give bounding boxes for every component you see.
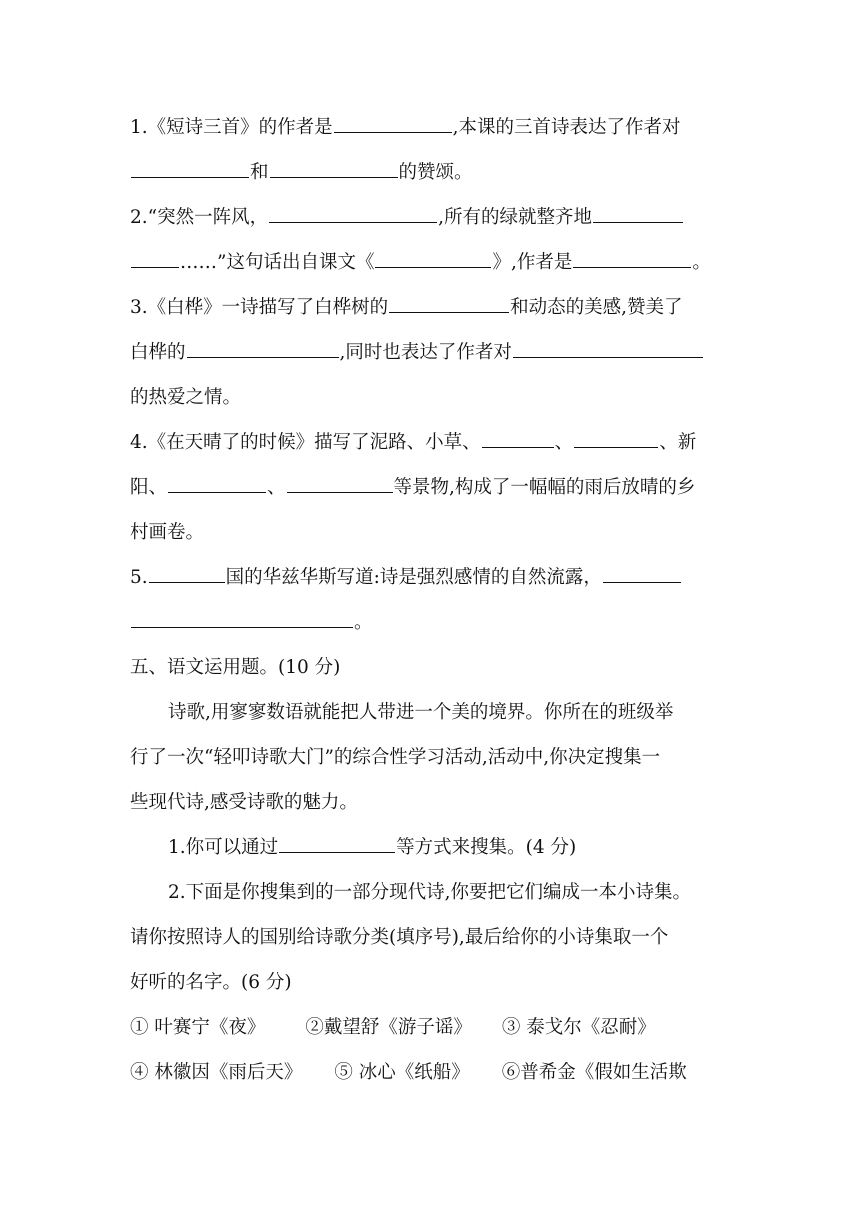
answer-blank[interactable] (482, 428, 554, 448)
poem-item: ① 叶赛宁《夜》 (130, 1017, 266, 1038)
poem-list-row-2 (130, 1058, 860, 1088)
question-1-line-1 (130, 113, 860, 143)
question-4-text: 、新 (659, 432, 697, 453)
question-3-text: 和动态的美感,赞美了 (510, 297, 683, 318)
subquestion-1-text: 等方式来搜集。(4 分) (396, 837, 577, 858)
answer-blank[interactable] (603, 563, 681, 583)
question-2-line-2 (130, 248, 860, 278)
subquestion-1-text: 1.你可以通过 (168, 837, 279, 858)
question-5-number: 5. (130, 567, 148, 588)
question-3-number: 3. (130, 297, 148, 318)
answer-blank[interactable] (131, 608, 353, 628)
answer-blank[interactable] (269, 203, 437, 223)
poem-item: ④ 林徽因《雨后天》 (130, 1062, 303, 1083)
answer-blank[interactable] (389, 293, 509, 313)
answer-blank[interactable] (131, 248, 179, 268)
question-4-text: 、 (267, 477, 286, 498)
poem-item: ③ 泰戈尔《忍耐》 (501, 1017, 656, 1038)
question-4-text: 村画卷。 (130, 522, 205, 543)
intro-paragraph-line: 些现代诗,感受诗歌的魅力。 (130, 792, 358, 813)
answer-blank[interactable] (574, 428, 658, 448)
question-1-text: ,本课的三首诗表达了作者对 (452, 117, 681, 138)
question-2-text: “突然一阵风， (147, 207, 269, 228)
answer-blank[interactable] (149, 563, 225, 583)
poem-item: ⑤ 冰心《纸船》 (334, 1062, 470, 1083)
answer-blank[interactable] (287, 473, 393, 493)
poem-item: ⑥普希金《假如生活欺 (501, 1062, 687, 1083)
question-3-line-2 (130, 338, 860, 368)
subquestion-1 (168, 833, 860, 863)
intro-paragraph-line: 行了一次“轻叩诗歌大门”的综合性学习活动,活动中,你决定搜集一 (130, 747, 661, 768)
question-3-line-1 (130, 293, 860, 323)
question-3-line-3 (130, 383, 860, 413)
question-4-line-2 (130, 473, 860, 503)
question-3-text: 的热爱之情。 (130, 387, 242, 408)
answer-blank[interactable] (131, 158, 249, 178)
subquestion-2-line: 请你按照诗人的国别给诗歌分类(填序号),最后给你的小诗集取一个 (130, 927, 669, 948)
question-4-line-1 (130, 428, 860, 458)
intro-paragraph-line: 诗歌,用寥寥数语就能把人带进一个美的境界。你所在的班级举 (168, 702, 674, 723)
question-1-text: 和 (250, 162, 269, 183)
answer-blank[interactable] (375, 248, 491, 268)
question-1-number: 1. (130, 117, 148, 138)
question-1-text: 的赞颂。 (398, 162, 473, 183)
question-1-text: 《短诗三首》的作者是 (147, 117, 333, 138)
answer-blank[interactable] (168, 473, 266, 493)
question-3-text: ,同时也表达了作者对 (339, 342, 512, 363)
question-2-text: 。 (692, 252, 711, 273)
answer-blank[interactable] (279, 833, 395, 853)
answer-blank[interactable] (573, 248, 691, 268)
question-5-line-2 (130, 608, 860, 638)
question-4-text: 阳、 (130, 477, 168, 498)
question-5-text: 国的华兹华斯写道:诗是强烈感情的自然流露， (225, 567, 602, 588)
question-2-line-1 (130, 203, 860, 233)
question-4-text: 等景物,构成了一幅幅的雨后放晴的乡 (393, 477, 696, 498)
question-5-text: 。 (354, 612, 373, 633)
answer-blank[interactable] (270, 158, 398, 178)
question-2-number: 2. (130, 207, 148, 228)
question-2-text: ……”这句话出自课文《 (180, 252, 375, 273)
question-5-line-1 (130, 563, 860, 593)
question-4-number: 4. (130, 432, 148, 453)
answer-blank[interactable] (187, 338, 339, 358)
section-heading: 五、语文运用题。(10 分) (130, 657, 341, 678)
answer-blank[interactable] (593, 203, 683, 223)
question-4-text: 、 (554, 432, 574, 453)
question-3-text: 《白桦》一诗描写了白桦树的 (147, 297, 389, 318)
answer-blank[interactable] (334, 113, 452, 133)
poem-list-row-1 (130, 1013, 860, 1043)
poem-item: ②戴望舒《游子谣》 (305, 1017, 472, 1038)
question-2-text: 》,作者是 (492, 252, 573, 273)
subquestion-2-line: 2.下面是你搜集到的一部分现代诗,你要把它们编成一本小诗集。 (168, 882, 692, 903)
question-1-line-2 (130, 158, 860, 188)
answer-blank[interactable] (513, 338, 703, 358)
question-4-text: 《在天晴了的时候》描写了泥路、小草、 (147, 432, 481, 453)
question-4-line-3 (130, 518, 860, 548)
question-3-text: 白桦的 (130, 342, 186, 363)
question-2-text: ,所有的绿就整齐地 (438, 207, 593, 228)
subquestion-2-line: 好听的名字。(6 分) (130, 972, 292, 993)
